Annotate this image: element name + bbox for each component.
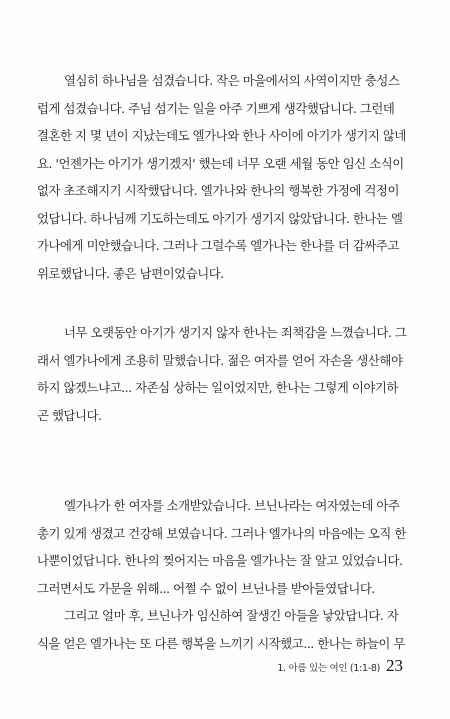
- paragraph-line: 가나에게 미안했습니다. 그러나 그럴수록 엘가나는 한나를 더 감싸주고: [37, 238, 399, 253]
- paragraph-line: 었답니다. 하나님께 기도하는데도 아기가 생기지 않았답니다. 한나는 엘: [37, 210, 403, 226]
- page-number: 23: [386, 656, 403, 675]
- paragraph-line: 식을 얻은 엘가나는 또 다른 행복을 느끼기 시작했고... 한나는 하늘이 무: [37, 635, 405, 651]
- paragraph-line: 럽게 섬겼습니다. 주님 섬기는 일을 아주 기쁘게 생각했답니다. 그런데: [37, 100, 395, 116]
- paragraph-line: 그러면서도 가문을 위해... 어쩔 수 없이 브닌나를 받아들였답니다.: [37, 580, 375, 596]
- paragraph-line: 하지 않겠느냐고... 자존심 상하는 일이었지만, 한나는 그렇게 이야기하: [37, 380, 398, 395]
- paragraph-2: [37, 319, 409, 429]
- chapter-title: 1. 아름 있는 여인 (1:1-8): [277, 663, 380, 674]
- paragraph-line: 곤 했답니다.: [37, 407, 102, 423]
- paragraph-line: 그리고 얼마 후, 브닌나가 임신하여 잘생긴 아들을 낳았답니다. 자: [64, 608, 399, 623]
- paragraph-line: 총기 있게 생겼고 건강해 보였습니다. 그러나 엘가나의 마음에는 오직 한: [37, 525, 406, 541]
- paragraph-line: 열심히 하나님을 섬겼습니다. 작은 마을에서의 사역이지만 충성스: [64, 73, 400, 88]
- paragraph-line: 결혼한 지 몇 년이 지났는데도 엘가나와 한나 사이에 아기가 생기지 않네: [37, 128, 406, 143]
- paragraph-line: 나뿐이었답니다. 한나의 찢어지는 마음을 엘가나는 잘 알고 있었습니다.: [37, 553, 403, 568]
- paragraph-line: 요. '언젠가는 아기가 생기겠지' 했는데 너무 오랜 세월 동안 임신 소식이: [37, 155, 404, 171]
- paragraph-line: 너무 오랫동안 아기가 생기지 않자 한나는 죄책감을 느꼈습니다. 그: [64, 325, 407, 340]
- paragraph-line: 위로했답니다. 좋은 남편이었습니다.: [37, 265, 224, 281]
- paragraph-line: 래서 엘가나에게 조용히 말했습니다. 젊은 여자를 얻어 자손을 생산해야: [37, 352, 403, 368]
- paragraph-3: [37, 492, 409, 657]
- paragraph-line: 엘가나가 한 여자를 소개받았습니다. 브닌나라는 여자였는데 아주: [64, 498, 400, 513]
- paragraph-1: [37, 67, 409, 287]
- page-footer: [277, 656, 403, 676]
- paragraph-line: 없자 초조해지기 시작했답니다. 엘가나와 한나의 행복한 가정에 걱정이: [37, 183, 399, 198]
